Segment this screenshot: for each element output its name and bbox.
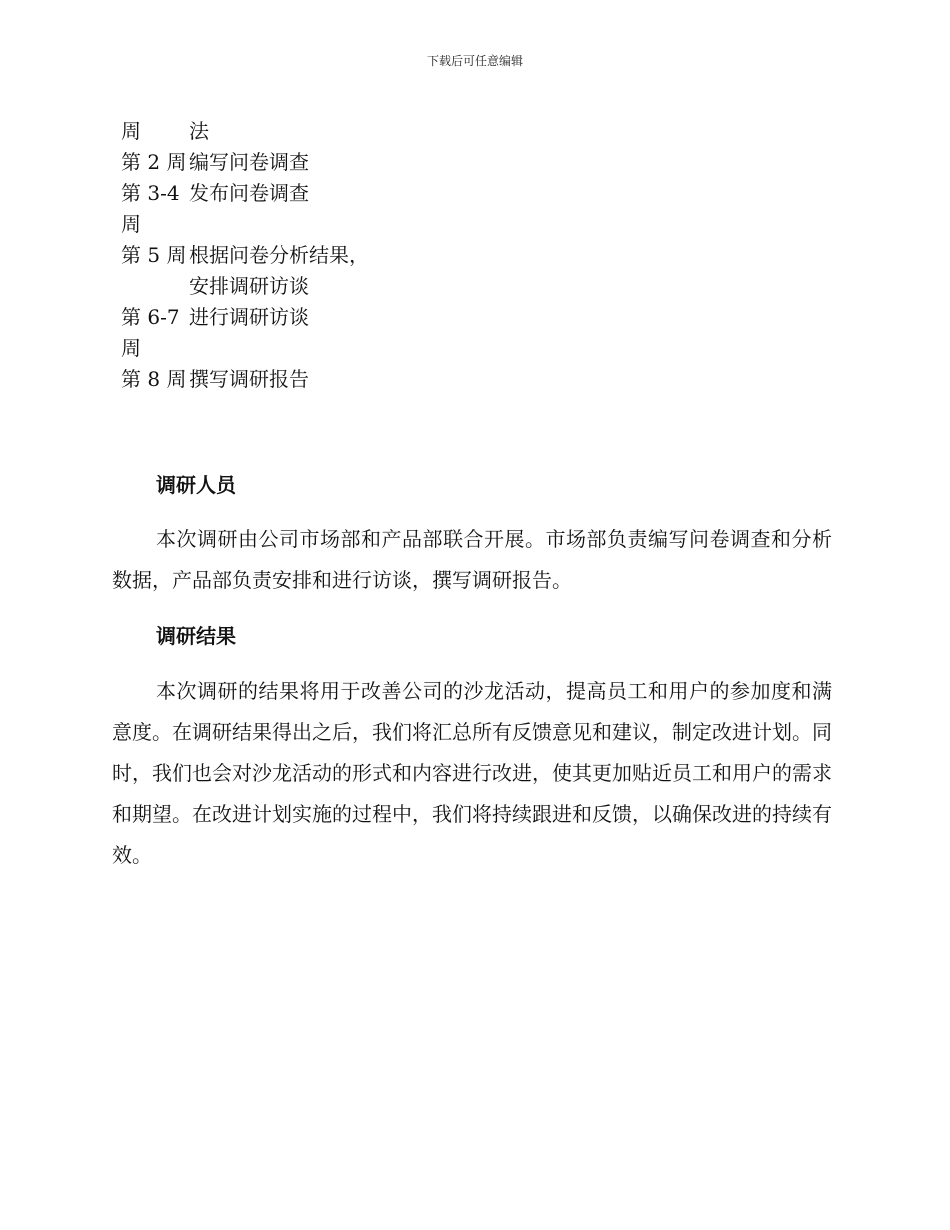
week-cell: 第 6-7 周: [121, 305, 180, 360]
week-cell: 第 3-4 周: [121, 181, 180, 236]
task-cell: 发布问卷调查: [189, 181, 309, 205]
task-cell: 进行调研访谈: [189, 305, 309, 329]
table-row: [121, 178, 401, 240]
task-cell: 法: [189, 119, 209, 143]
section-body-personnel: 本次调研由公司市场部和产品部联合开展。市场部负责编写问卷调查和分析数据，产品部负责安排和进行访谈，撰写调研报告。: [112, 527, 832, 592]
table-row: [121, 240, 401, 302]
week-cell: 第 2 周: [121, 150, 187, 174]
section-heading-results: 调研结果: [156, 624, 236, 648]
table-row: [121, 364, 401, 395]
week-cell: 第 5 周: [121, 243, 187, 267]
table-row: [121, 147, 401, 178]
table-row: [121, 116, 401, 147]
schedule-table: [121, 116, 401, 395]
page-header: 下载后可任意编辑: [426, 54, 523, 68]
week-cell: 第 8 周: [121, 367, 187, 391]
task-cell: 撰写调研报告: [189, 367, 309, 391]
week-cell: 周: [121, 119, 141, 143]
table-row: [121, 302, 401, 364]
task-cell: 根据问卷分析结果，安排调研访谈: [189, 243, 369, 298]
section-body-results: 本次调研的结果将用于改善公司的沙龙活动，提高员工和用户的参加度和满意度。在调研结果得出之后，我们将汇总所有反馈意见和建议，制定改进计划。同时，我们也会对沙龙活动的形式和内容进行改进，使其更加贴近员工和用户的需求和期望。在改进计划实施的过程中，我们将持续跟进和反馈，以确保改进的持续有效。: [112, 679, 832, 867]
section-heading-personnel: 调研人员: [156, 473, 236, 497]
task-cell: 编写问卷调查: [189, 150, 309, 174]
